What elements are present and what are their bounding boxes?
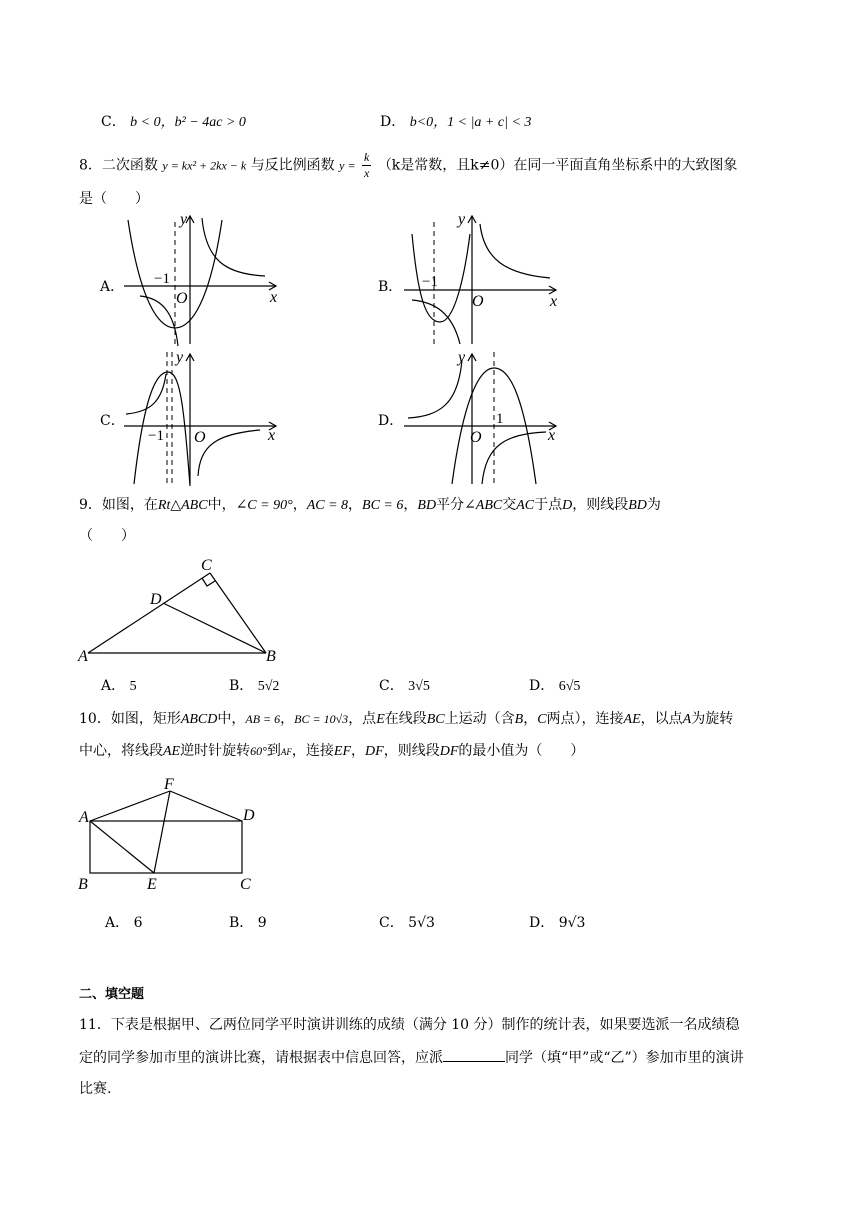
q9-option-a	[101, 676, 137, 697]
q10-a: A	[682, 712, 692, 727]
q9-option-d	[529, 676, 580, 697]
q10-option-b	[229, 913, 267, 933]
q10-stem-line2	[79, 741, 584, 762]
q10-line2-e: ，则线段	[383, 743, 440, 759]
y-axis	[468, 354, 476, 484]
x-axis-label: x	[548, 427, 556, 444]
q10-text-f: 两点），连接	[546, 711, 624, 727]
q10-option-a	[105, 913, 143, 933]
q7-option-d	[380, 112, 531, 133]
q9-option-c-value: 3√5	[408, 679, 430, 694]
origin-label: O	[176, 290, 188, 307]
side-bc	[210, 573, 266, 653]
q9-text-a: 9．如图，在	[79, 497, 158, 513]
q10-text-h: 为旋转	[691, 711, 734, 727]
hyperbola-branch-1	[480, 224, 550, 278]
section-title: 二、填空题	[79, 987, 145, 1002]
q8-graph-b	[400, 210, 565, 350]
q10-deg: 60°	[250, 744, 267, 758]
q10-bc2: BC	[426, 712, 445, 727]
q8-graph-c	[120, 346, 285, 488]
q8-inverse-lhs: y =	[339, 158, 356, 173]
q9-sep-3: ，	[403, 497, 418, 513]
q10-ae: AE	[623, 712, 641, 727]
neg-one-label: −1	[154, 271, 170, 287]
q9-sep-1: ，	[292, 497, 307, 513]
q10-option-c-value: 5√3	[408, 915, 435, 931]
q10-line2-d: ，连接	[291, 743, 334, 759]
y-axis	[186, 216, 194, 344]
q11-line3: 比赛.	[79, 1081, 112, 1097]
q9-option-a-label: A．	[101, 678, 126, 694]
hyperbola-branch-2	[140, 296, 178, 346]
origin-label: O	[470, 429, 482, 446]
q9-abc: ∠ABC	[464, 498, 503, 513]
vertex-e: E	[147, 876, 157, 893]
q11-line1: 11．下表是根据甲、乙两位同学平时演讲训练的成绩（满分 10 分）制作的统计表，如果要选派一名成绩稳	[79, 1017, 740, 1033]
q8-option-b-label: B．	[378, 279, 403, 295]
q10-e: E	[376, 712, 385, 727]
q9-text-b: 中，	[207, 497, 236, 513]
answer-blank[interactable]	[443, 1047, 505, 1062]
q10-figure	[74, 775, 274, 897]
q10-option-b-value: 9	[257, 915, 267, 931]
q10-text-b: 中，	[217, 711, 246, 727]
q9-angle-c: ∠C = 90°	[235, 498, 293, 513]
q10-comma2: ，	[351, 743, 366, 759]
q10-option-d	[529, 913, 585, 933]
q9-triangle: Rt△ABC	[157, 498, 208, 513]
q10-line2-b: 逆时针旋转	[180, 743, 251, 759]
q10-abcd: ABCD	[180, 712, 218, 727]
q10-line2-c: 到	[266, 743, 281, 759]
q9-option-a-value: 5	[129, 679, 137, 694]
q9-ac2: AC	[516, 498, 535, 513]
q9-bd: BD	[417, 498, 437, 513]
side-ac	[88, 573, 210, 653]
q9-sep-2: ，	[348, 497, 363, 513]
q10-df2: DF	[439, 744, 459, 759]
vertex-a: A	[79, 809, 89, 826]
q10-text-c: ，点	[348, 711, 377, 727]
q10-option-d-label: D．	[529, 915, 555, 931]
q10-line2-f: 的最小值为（ ）	[458, 743, 585, 759]
vertex-a: A	[78, 648, 88, 665]
q10-option-c	[379, 913, 435, 933]
q8-mid: 与反比例函数	[250, 157, 335, 174]
hyperbola-branch-2	[412, 300, 460, 344]
vertex-d: D	[243, 807, 255, 824]
x-axis-label: x	[270, 289, 278, 306]
q9-stem	[79, 495, 661, 516]
q10-af: AF	[280, 747, 292, 757]
vertex-f: F	[164, 776, 174, 793]
q8-option-d-label: D．	[378, 413, 404, 429]
x-axis-label: x	[268, 427, 276, 444]
q9-bc: BC = 6	[362, 498, 404, 513]
hyperbola-branch-2	[198, 430, 260, 476]
q9-figure	[74, 555, 289, 667]
q10-option-b-label: B．	[229, 915, 254, 931]
q10-stem-line1	[79, 709, 733, 730]
y-axis-label: y	[176, 349, 184, 366]
q9-d: D	[562, 498, 573, 513]
q8-fraction	[362, 150, 371, 181]
one-label: 1	[496, 411, 504, 427]
q11-line2-a: 定的同学参加市里的演讲比赛，请根据表中信息回答，应派	[79, 1050, 443, 1066]
neg-one-label: −1	[422, 274, 438, 290]
q10-text-g: ，以点	[640, 711, 683, 727]
q10-option-c-label: C．	[379, 915, 404, 931]
rectangle-abcd	[90, 821, 242, 873]
hyperbola-branch-1	[202, 218, 265, 276]
right-angle-mark	[202, 578, 215, 586]
q9-text-e: 于点	[534, 497, 563, 513]
q9-line2: （ ）	[79, 528, 135, 544]
q10-ae2: AE	[163, 744, 181, 759]
origin-label: O	[194, 429, 206, 446]
vertex-b: B	[266, 648, 276, 665]
q11-line2	[79, 1047, 744, 1068]
q9-text-f: ，则线段	[572, 497, 629, 513]
q10-text-e: 上运动（含	[444, 711, 515, 727]
vertex-c: C	[201, 557, 212, 574]
parabola	[128, 220, 222, 328]
q11-line2-b: 同学（填“甲”或“乙”）参加市里的演讲	[505, 1050, 744, 1066]
q8-fraction-num: k	[364, 150, 370, 164]
vertex-b: B	[78, 876, 88, 893]
q9-option-d-value: 6√5	[558, 679, 581, 694]
vertex-c: C	[240, 876, 251, 893]
q10-df: DF	[365, 744, 384, 759]
q9-text-g: 为	[646, 497, 661, 513]
q10-option-a-value: 6	[133, 915, 143, 931]
q7-option-d-label: D．	[380, 114, 406, 130]
vertex-d: D	[150, 591, 162, 608]
q8-line2: 是（ ）	[79, 191, 149, 207]
q9-option-c-label: C．	[379, 678, 404, 694]
q8-graph-d	[400, 346, 565, 488]
q9-text-c: 平分	[436, 497, 465, 513]
segment-fd	[170, 791, 242, 821]
x-axis	[124, 282, 276, 290]
q8-graph-a	[120, 210, 285, 350]
q8-stem	[79, 150, 737, 181]
q9-option-b	[229, 676, 279, 697]
q8-prefix: 8．二次函数	[79, 157, 158, 174]
segment-af	[90, 791, 170, 821]
q10-ab: AB = 6	[245, 712, 281, 726]
q9-bd2: BD	[628, 498, 647, 513]
q10-text-a: 10．如图，矩形	[79, 711, 181, 727]
hyperbola-branch-1	[408, 360, 462, 418]
q10-sep: ，	[280, 711, 295, 727]
origin-label: O	[472, 293, 484, 310]
y-axis-label: y	[180, 211, 188, 228]
q9-option-d-label: D．	[529, 678, 555, 694]
q8-option-c-label: C．	[100, 413, 125, 429]
q9-option-b-value: 5√2	[257, 679, 280, 694]
q10-bc: BC = 10√3	[294, 712, 349, 726]
q10-ef: EF	[333, 744, 352, 759]
q10-option-a-label: A．	[105, 915, 130, 931]
q7-option-c	[101, 112, 246, 133]
x-axis-label: x	[550, 293, 558, 310]
q10-line2-a: 中心，将线段	[79, 743, 163, 759]
q9-ac: AC = 8	[306, 498, 349, 513]
neg-one-label: −1	[148, 428, 164, 444]
q9-option-b-label: B．	[229, 678, 254, 694]
segment-ef	[154, 791, 170, 873]
q10-option-d-value: 9√3	[558, 915, 586, 931]
q9-option-c	[379, 676, 430, 697]
q7-option-c-label: C．	[101, 114, 126, 130]
y-axis-label: y	[458, 349, 466, 366]
q7-option-c-math: b < 0，b² − 4ac > 0	[130, 115, 246, 130]
q8-condition: （k是常数，且k≠0）在同一平面直角坐标系中的大致图象	[377, 157, 738, 174]
hyperbola-branch-2	[482, 432, 546, 484]
q8-option-a-label: A．	[100, 279, 125, 295]
q10-c: C	[537, 712, 547, 727]
q7-option-d-math: b<0，1 < |a + c| < 3	[409, 115, 532, 130]
q9-text-d: 交	[502, 497, 517, 513]
parabola	[412, 234, 470, 322]
q8-quadratic: y = kx² + 2kx − k	[162, 158, 247, 173]
q10-comma: ，	[523, 711, 538, 727]
segment-bd	[163, 603, 266, 653]
segment-ae	[90, 821, 154, 873]
q10-b: B	[514, 712, 524, 727]
q10-text-d: 在线段	[384, 711, 427, 727]
y-axis	[186, 354, 194, 484]
q8-fraction-den: x	[364, 166, 370, 180]
y-axis-label: y	[458, 211, 466, 228]
y-axis	[468, 216, 476, 344]
